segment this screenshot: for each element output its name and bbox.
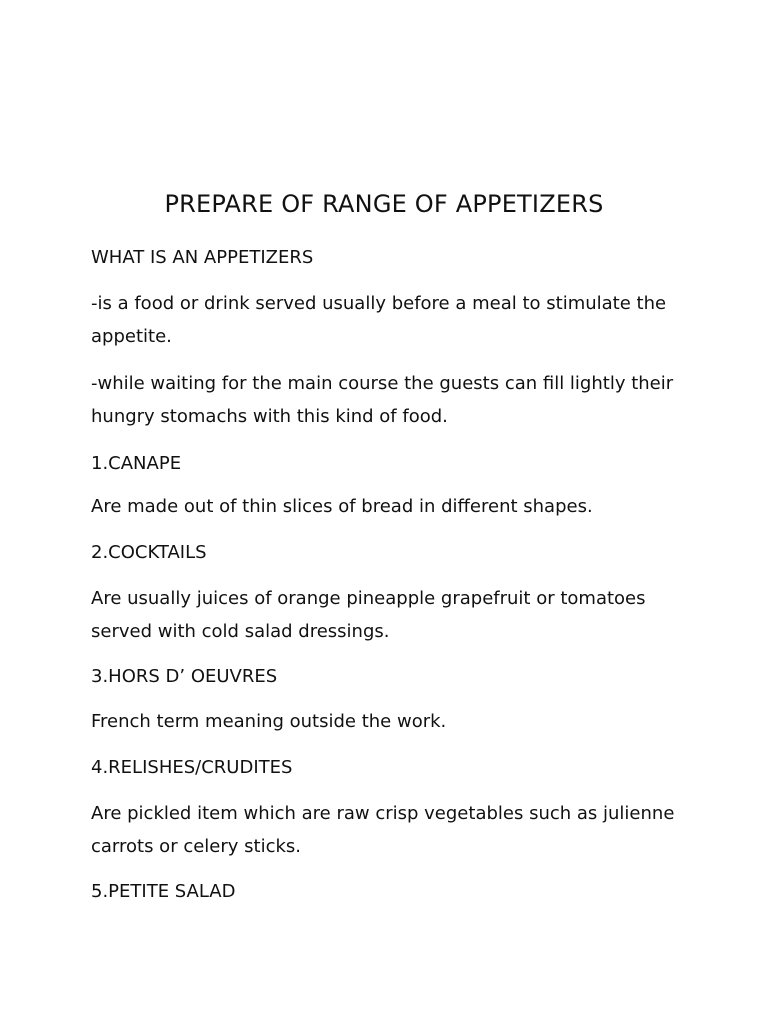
item-description-relishes-crudites: Are pickled item which are raw crisp vegetables such as julienne carrots or celery sticks. [91,803,675,857]
item-description-canape: Are made out of thin slices of bread in different shapes. [91,496,593,517]
item-description-hors-doeuvres: French term meaning outside the work. [91,711,447,732]
item-title-relishes-crudites: 4.RELISHES/CRUDITES [91,757,293,778]
definition-paragraph-2: -while waiting for the main course the guests can fill lightly their hungry stomachs with this kind of food. [91,373,674,427]
definition-paragraph-1: -is a food or drink served usually before a meal to stimulate the appetite. [91,293,667,347]
item-description-cocktails: Are usually juices of orange pineapple grapefruit or tomatoes served with cold salad dressings. [91,588,646,642]
item-title-petite-salad: 5.PETITE SALAD [91,881,236,902]
section-heading: WHAT IS AN APPETIZERS [91,247,314,268]
page-title: PREPARE OF RANGE OF APPETIZERS [164,190,604,218]
item-title-cocktails: 2.COCKTAILS [91,542,207,563]
item-title-canape: 1.CANAPE [91,453,182,474]
item-title-hors-doeuvres: 3.HORS D’ OEUVRES [91,666,278,687]
